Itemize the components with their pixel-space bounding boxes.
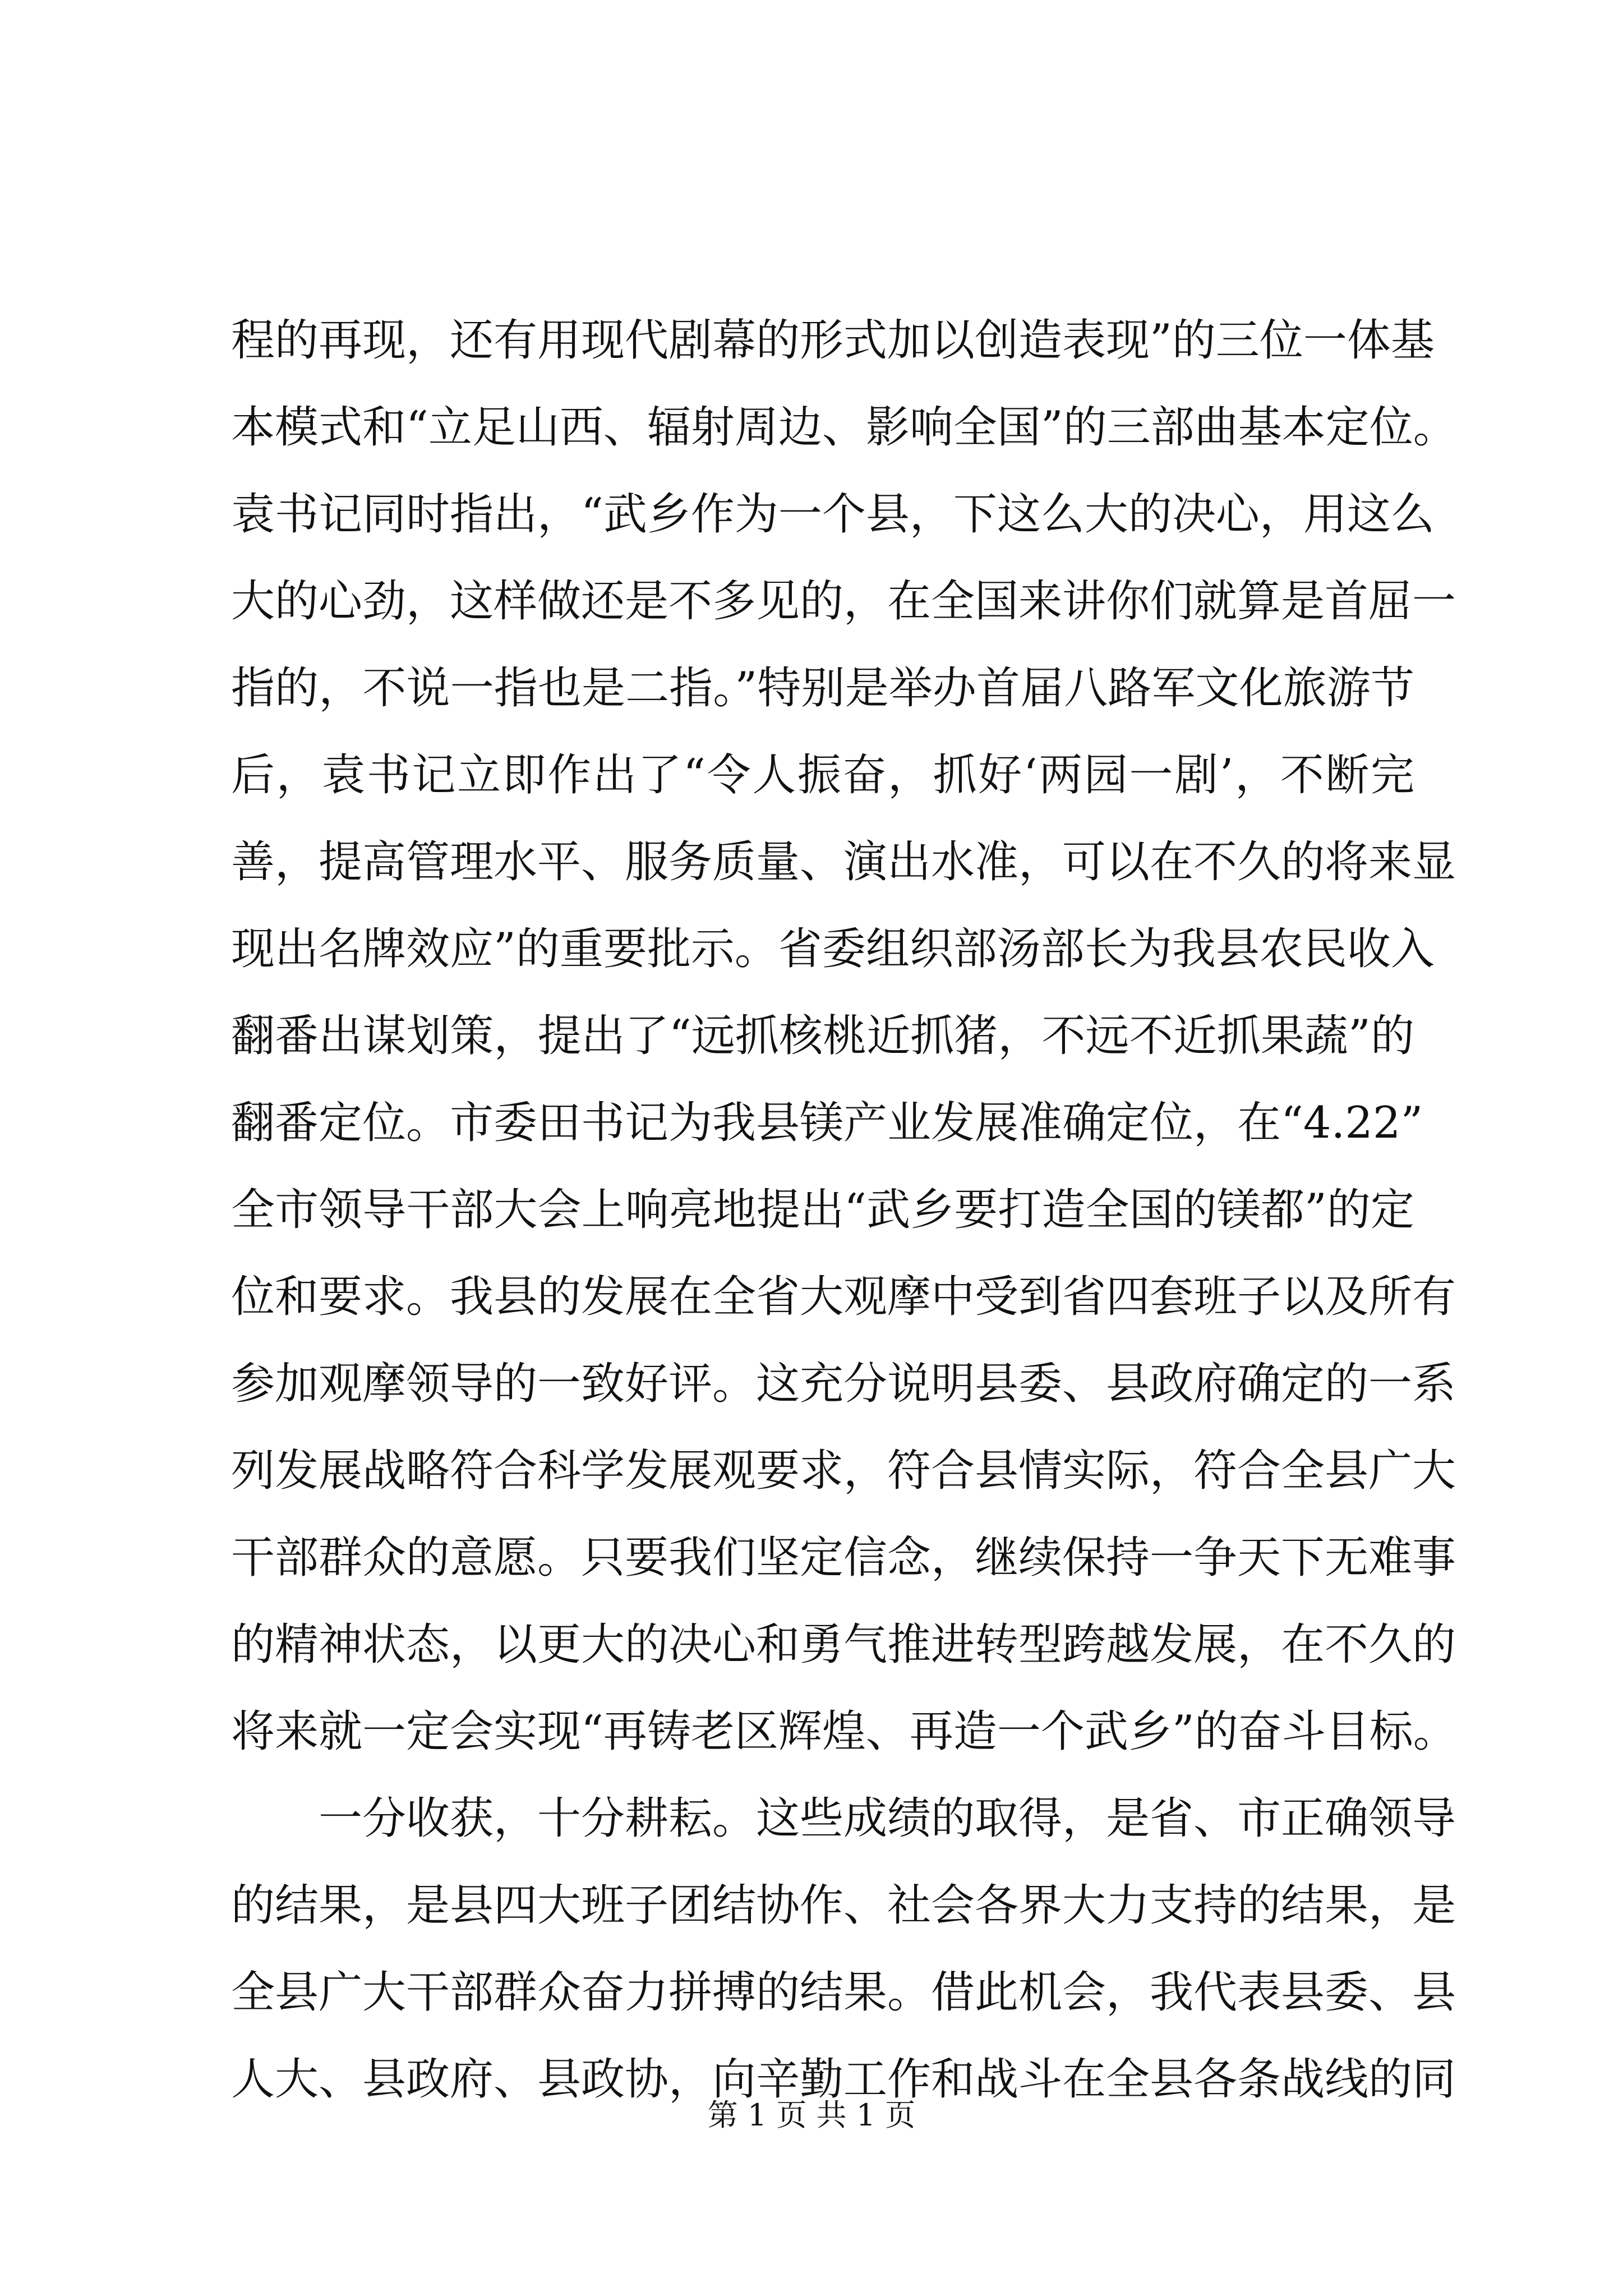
text-line: 翻番定位。市委田书记为我县镁产业发展准确定位，在“4.22” bbox=[231, 1098, 1423, 1148]
text-line: 一分收获，十分耕耘。这些成绩的取得，是省、市正确领导 bbox=[231, 1793, 1456, 1844]
text-line: 袁书记同时指出，“武乡作为一个县，下这么大的决心，用这么 bbox=[231, 489, 1435, 540]
text-line: 善，提高管理水平、服务质量、演出水准，可以在不久的将来显 bbox=[231, 837, 1456, 887]
text-line: 位和要求。我县的发展在全省大观摩中受到省四套班子以及所有 bbox=[231, 1272, 1456, 1322]
text-line: 全县广大干部群众奋力拼搏的结果。借此机会，我代表县委、县 bbox=[231, 1967, 1456, 2018]
text-line: 全市领导干部大会上响亮地提出“武乡要打造全国的镁都”的定 bbox=[231, 1185, 1414, 1235]
text-line: 指的，不说一指也是二指。”特别是举办首届八路军文化旅游节 bbox=[231, 663, 1414, 714]
text-line: 的精神状态，以更大的决心和勇气推进转型跨越发展，在不久的 bbox=[231, 1619, 1456, 1670]
text-line: 大的心劲，这样做还是不多见的，在全国来讲你们就算是首屈一 bbox=[231, 576, 1456, 627]
text-line: 现出名牌效应”的重要批示。省委组织部汤部长为我县农民收入 bbox=[231, 924, 1435, 974]
text-line: 列发展战略符合科学发展观要求，符合县情实际，符合全县广大 bbox=[231, 1446, 1456, 1496]
text-line: 参加观摩领导的一致好评。这充分说明县委、县政府确定的一系 bbox=[231, 1359, 1456, 1409]
text-line: 后，袁书记立即作出了“令人振奋，抓好‘两园一剧’，不断完 bbox=[231, 750, 1414, 800]
text-line: 翻番出谋划策，提出了“远抓核桃近抓猪，不远不近抓果蔬”的 bbox=[231, 1011, 1414, 1061]
text-line: 将来就一定会实现“再铸老区辉煌、再造一个武乡”的奋斗目标。 bbox=[231, 1706, 1457, 1757]
text-line: 程的再现，还有用现代剧幕的形式加以创造表现”的三位一体基 bbox=[231, 315, 1435, 366]
body-text bbox=[231, 297, 1457, 2123]
text-line: 的结果，是县四大班子团结协作、社会各界大力支持的结果，是 bbox=[231, 1880, 1456, 1931]
text-line: 本模式和“立足山西、辐射周边、影响全国”的三部曲基本定位。 bbox=[231, 402, 1457, 453]
page-footer: 第 1 页 共 1 页 bbox=[707, 2097, 916, 2133]
text-line: 干部群众的意愿。只要我们坚定信念，继续保持一争天下无难事 bbox=[231, 1533, 1456, 1583]
text-line: 人大、县政府、县政协，向辛勤工作和战斗在全县各条战线的同 bbox=[231, 2054, 1456, 2105]
